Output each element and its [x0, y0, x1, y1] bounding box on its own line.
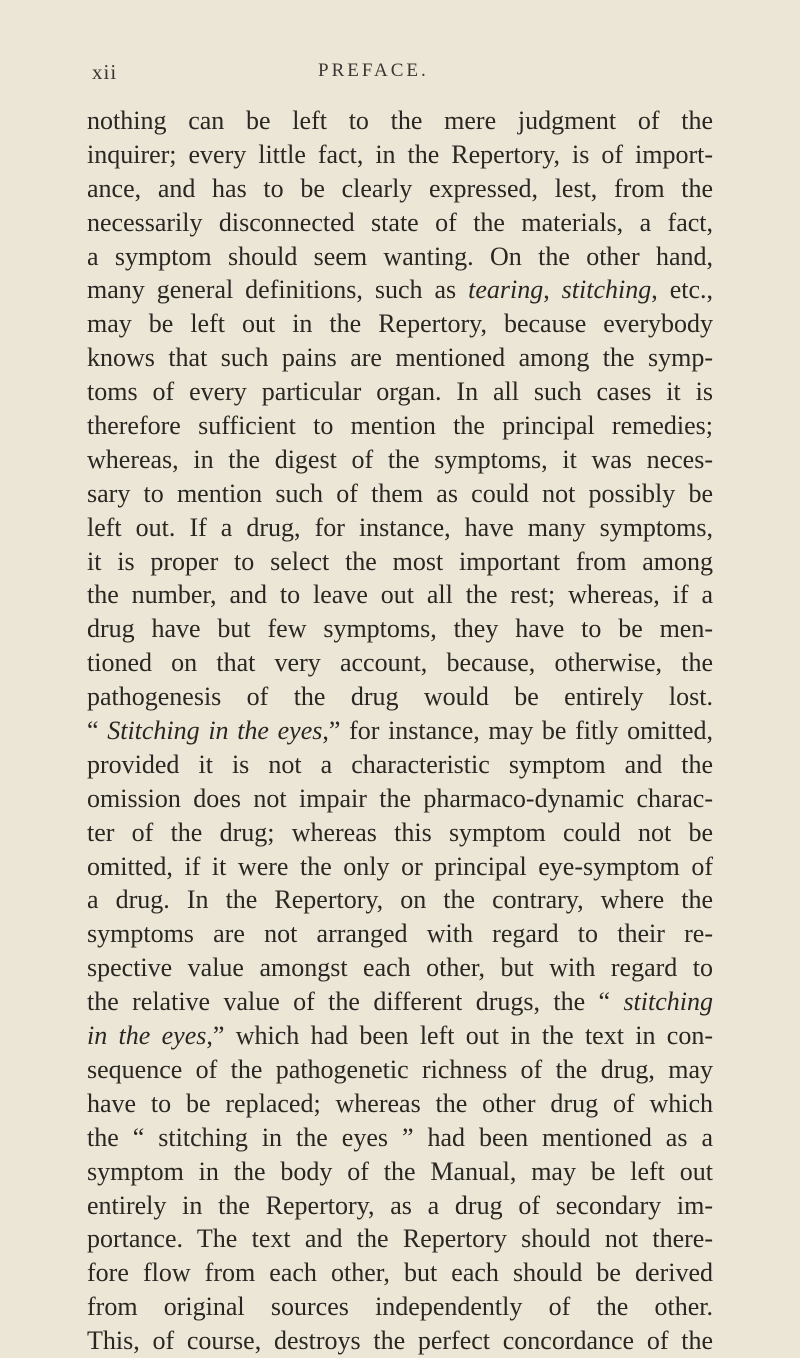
- text-line: knows that such pains are mentioned among the symp-: [87, 343, 713, 373]
- text-line: it is proper to select the most important from among: [87, 546, 713, 576]
- text-line: pathogenesis of the drug would be entirely lost.: [87, 682, 713, 712]
- page-header: [0, 60, 800, 90]
- text-line: sary to mention such of them as could not possibly be: [87, 478, 713, 508]
- text-line: fore flow from each other, but each should be derived: [87, 1258, 713, 1288]
- text-line: in the eyes,” which had been left out in the text in con-: [87, 1021, 713, 1051]
- text-line: have to be replaced; whereas the other drug of which: [87, 1088, 713, 1118]
- text-line: the “ stitching in the eyes ” had been mentioned as a: [87, 1122, 713, 1152]
- text-line: omission does not impair the pharmaco-dynamic charac-: [87, 783, 713, 813]
- text-line: a symptom should seem wanting. On the other hand,: [87, 241, 713, 271]
- italic-term: Stitching in the eyes: [107, 716, 323, 746]
- text-line: ance, and has to be clearly expressed, lest, from the: [87, 173, 713, 203]
- italic-term: stitching: [623, 987, 713, 1017]
- text-line: This, of course, destroys the perfect concordance of the: [87, 1326, 713, 1356]
- text-line: left out. If a drug, for instance, have many symptoms,: [87, 512, 713, 542]
- text-line: from original sources independently of the other.: [87, 1292, 713, 1322]
- text-line: inquirer; every little fact, in the Repertory, is of import-: [87, 139, 713, 169]
- text-line: “ Stitching in the eyes,” for instance, may be fitly omitted,: [87, 716, 714, 746]
- text-line: the relative value of the different drugs, the “ stitching: [87, 987, 713, 1017]
- text-line: omitted, if it were the only or principal eye-symptom of: [87, 851, 713, 881]
- page-number: xii: [92, 60, 118, 84]
- text-line: provided it is not a characteristic symptom and the: [87, 749, 713, 779]
- text-line: necessarily disconnected state of the materials, a fact,: [87, 207, 713, 237]
- text-line: nothing can be left to the mere judgment of the: [87, 106, 713, 135]
- running-head: PREFACE.: [318, 60, 429, 81]
- text-line: spective value amongst each other, but with regard to: [87, 953, 713, 983]
- text-line: tioned on that very account, because, otherwise, the: [87, 648, 713, 678]
- text-line: entirely in the Repertory, as a drug of secondary im-: [87, 1190, 713, 1220]
- italic-term: in the eyes: [87, 1021, 207, 1051]
- text-line: symptom in the body of the Manual, may be left out: [87, 1156, 713, 1186]
- text-line: therefore sufficient to mention the principal remedies;: [87, 411, 713, 441]
- italic-term: tearing: [468, 275, 544, 305]
- text-line: symptoms are not arranged with regard to their re-: [87, 919, 713, 949]
- text-line: many general definitions, such as tearing, stitching, etc.,: [87, 275, 713, 305]
- text-line: ter of the drug; whereas this symptom could not be: [87, 817, 713, 847]
- italic-term: stitching: [561, 275, 652, 305]
- text-line: may be left out in the Repertory, because everybody: [87, 309, 713, 339]
- body-text: [87, 104, 713, 1358]
- text-line: sequence of the pathogenetic richness of the drug, may: [87, 1054, 713, 1084]
- text-line: drug have but few symptoms, they have to be men-: [87, 614, 713, 644]
- text-line: the number, and to leave out all the rest; whereas, if a: [87, 580, 713, 610]
- text-line: portance. The text and the Repertory should not there-: [87, 1224, 713, 1254]
- text-line: a drug. In the Repertory, on the contrary, where the: [87, 885, 713, 915]
- text-line: whereas, in the digest of the symptoms, it was neces-: [87, 444, 713, 474]
- text-line: toms of every particular organ. In all such cases it is: [87, 377, 713, 407]
